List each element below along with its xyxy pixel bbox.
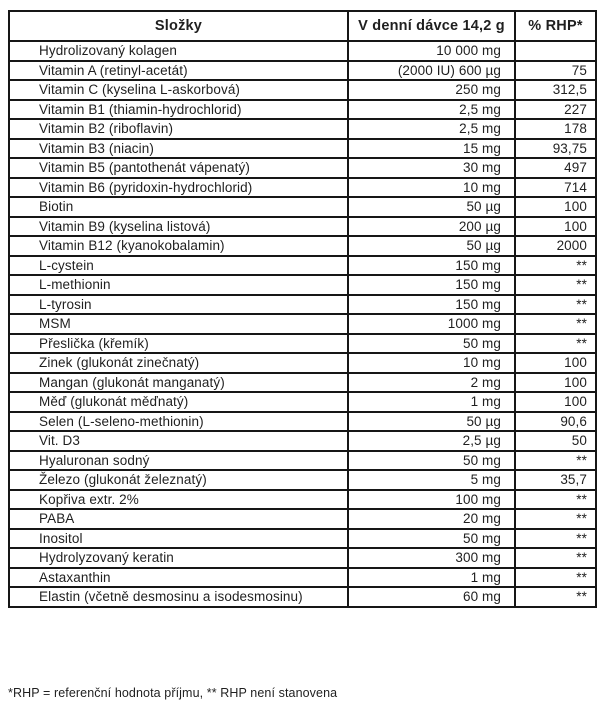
amount-value: 50 mg [348, 529, 515, 549]
rhp-value: 35,7 [515, 470, 596, 490]
ingredient-name: L-methionin [9, 275, 348, 295]
rhp-value: ** [515, 451, 596, 471]
amount-value: 1 mg [348, 568, 515, 588]
ingredient-name: Vitamin B5 (pantothenát vápenatý) [9, 158, 348, 178]
table-row [9, 431, 596, 451]
rhp-value: 714 [515, 178, 596, 198]
table-row [9, 470, 596, 490]
amount-value: 100 mg [348, 490, 515, 510]
table-row [9, 353, 596, 373]
rhp-value [515, 41, 596, 61]
table-row [9, 509, 596, 529]
table-row [9, 334, 596, 354]
table-row [9, 529, 596, 549]
table-row [9, 490, 596, 510]
amount-value: 300 mg [348, 548, 515, 568]
ingredient-name: Hyaluronan sodný [9, 451, 348, 471]
amount-value: (2000 IU) 600 µg [348, 61, 515, 81]
rhp-value: ** [515, 568, 596, 588]
col-header-ingredients: Složky [9, 11, 348, 41]
ingredient-name: L-cystein [9, 256, 348, 276]
amount-value: 1 mg [348, 392, 515, 412]
ingredient-name: Vitamin B1 (thiamin-hydrochlorid) [9, 100, 348, 120]
rhp-value: 2000 [515, 236, 596, 256]
ingredient-name: Vitamin B9 (kyselina listová) [9, 217, 348, 237]
ingredient-name: Vitamin A (retinyl-acetát) [9, 61, 348, 81]
rhp-value: 100 [515, 392, 596, 412]
table-row [9, 568, 596, 588]
ingredient-name: Mangan (glukonát manganatý) [9, 373, 348, 393]
table-row [9, 197, 596, 217]
rhp-value: ** [515, 490, 596, 510]
rhp-value: 93,75 [515, 139, 596, 159]
table-row [9, 139, 596, 159]
amount-value: 30 mg [348, 158, 515, 178]
table-row [9, 295, 596, 315]
ingredient-name: Železo (glukonát železnatý) [9, 470, 348, 490]
amount-value: 1000 mg [348, 314, 515, 334]
table-row [9, 119, 596, 139]
ingredient-name: Selen (L-seleno-methionin) [9, 412, 348, 432]
table-row [9, 275, 596, 295]
rhp-value: ** [515, 256, 596, 276]
ingredient-name: Hydrolizovaný kolagen [9, 41, 348, 61]
ingredient-name: PABA [9, 509, 348, 529]
table-row [9, 100, 596, 120]
ingredient-name: Hydrolyzovaný keratin [9, 548, 348, 568]
rhp-value: ** [515, 295, 596, 315]
table-row [9, 451, 596, 471]
table-row [9, 61, 596, 81]
ingredient-name: L-tyrosin [9, 295, 348, 315]
table-row [9, 236, 596, 256]
ingredient-name: Vitamin B6 (pyridoxin-hydrochlorid) [9, 178, 348, 198]
amount-value: 150 mg [348, 256, 515, 276]
table-row [9, 314, 596, 334]
ingredient-name: Astaxanthin [9, 568, 348, 588]
amount-value: 2,5 mg [348, 119, 515, 139]
supplement-facts-table [8, 10, 597, 608]
amount-value: 2 mg [348, 373, 515, 393]
ingredient-name: Vitamin B12 (kyanokobalamin) [9, 236, 348, 256]
rhp-value: 50 [515, 431, 596, 451]
col-header-rhp-percent: % RHP* [515, 11, 596, 41]
table-row [9, 256, 596, 276]
amount-value: 250 mg [348, 80, 515, 100]
table-row [9, 587, 596, 607]
table-row [9, 41, 596, 61]
rhp-value: 178 [515, 119, 596, 139]
rhp-value: 312,5 [515, 80, 596, 100]
ingredient-name: Přeslička (křemík) [9, 334, 348, 354]
table-row [9, 373, 596, 393]
rhp-value: ** [515, 587, 596, 607]
table-row [9, 80, 596, 100]
amount-value: 50 mg [348, 451, 515, 471]
table-row [9, 217, 596, 237]
ingredient-name: Vitamin B2 (riboflavin) [9, 119, 348, 139]
table-row [9, 178, 596, 198]
amount-value: 10 000 mg [348, 41, 515, 61]
amount-value: 50 µg [348, 236, 515, 256]
amount-value: 50 µg [348, 412, 515, 432]
amount-value: 150 mg [348, 295, 515, 315]
amount-value: 150 mg [348, 275, 515, 295]
rhp-value: 497 [515, 158, 596, 178]
rhp-value: ** [515, 334, 596, 354]
rhp-value: ** [515, 275, 596, 295]
amount-value: 20 mg [348, 509, 515, 529]
amount-value: 200 µg [348, 217, 515, 237]
table-header-row [9, 11, 596, 41]
rhp-value: 90,6 [515, 412, 596, 432]
ingredient-name: Inositol [9, 529, 348, 549]
rhp-value: 75 [515, 61, 596, 81]
rhp-value: 227 [515, 100, 596, 120]
ingredient-name: Vitamin B3 (niacin) [9, 139, 348, 159]
rhp-value: ** [515, 314, 596, 334]
amount-value: 2,5 mg [348, 100, 515, 120]
ingredient-name: Vitamin C (kyselina L-askorbová) [9, 80, 348, 100]
col-header-daily-dose: V denní dávce 14,2 g [348, 11, 515, 41]
amount-value: 60 mg [348, 587, 515, 607]
rhp-value: 100 [515, 197, 596, 217]
table-row [9, 548, 596, 568]
amount-value: 50 mg [348, 334, 515, 354]
amount-value: 2,5 µg [348, 431, 515, 451]
rhp-value: 100 [515, 373, 596, 393]
table-row [9, 158, 596, 178]
table-row [9, 392, 596, 412]
ingredient-name: Vit. D3 [9, 431, 348, 451]
rhp-value: ** [515, 548, 596, 568]
amount-value: 10 mg [348, 178, 515, 198]
ingredient-name: Kopřiva extr. 2% [9, 490, 348, 510]
amount-value: 50 µg [348, 197, 515, 217]
rhp-value: ** [515, 509, 596, 529]
ingredient-name: Biotin [9, 197, 348, 217]
ingredient-name: Měď (glukonát měďnatý) [9, 392, 348, 412]
amount-value: 15 mg [348, 139, 515, 159]
ingredient-name: MSM [9, 314, 348, 334]
table-row [9, 412, 596, 432]
rhp-value: ** [515, 529, 596, 549]
amount-value: 5 mg [348, 470, 515, 490]
ingredient-name: Elastin (včetně desmosinu a isodesmosinu) [9, 587, 348, 607]
rhp-value: 100 [515, 217, 596, 237]
amount-value: 10 mg [348, 353, 515, 373]
rhp-value: 100 [515, 353, 596, 373]
ingredient-name: Zinek (glukonát zinečnatý) [9, 353, 348, 373]
rhp-footnote: *RHP = referenční hodnota příjmu, ** RHP není stanovena [8, 686, 338, 700]
